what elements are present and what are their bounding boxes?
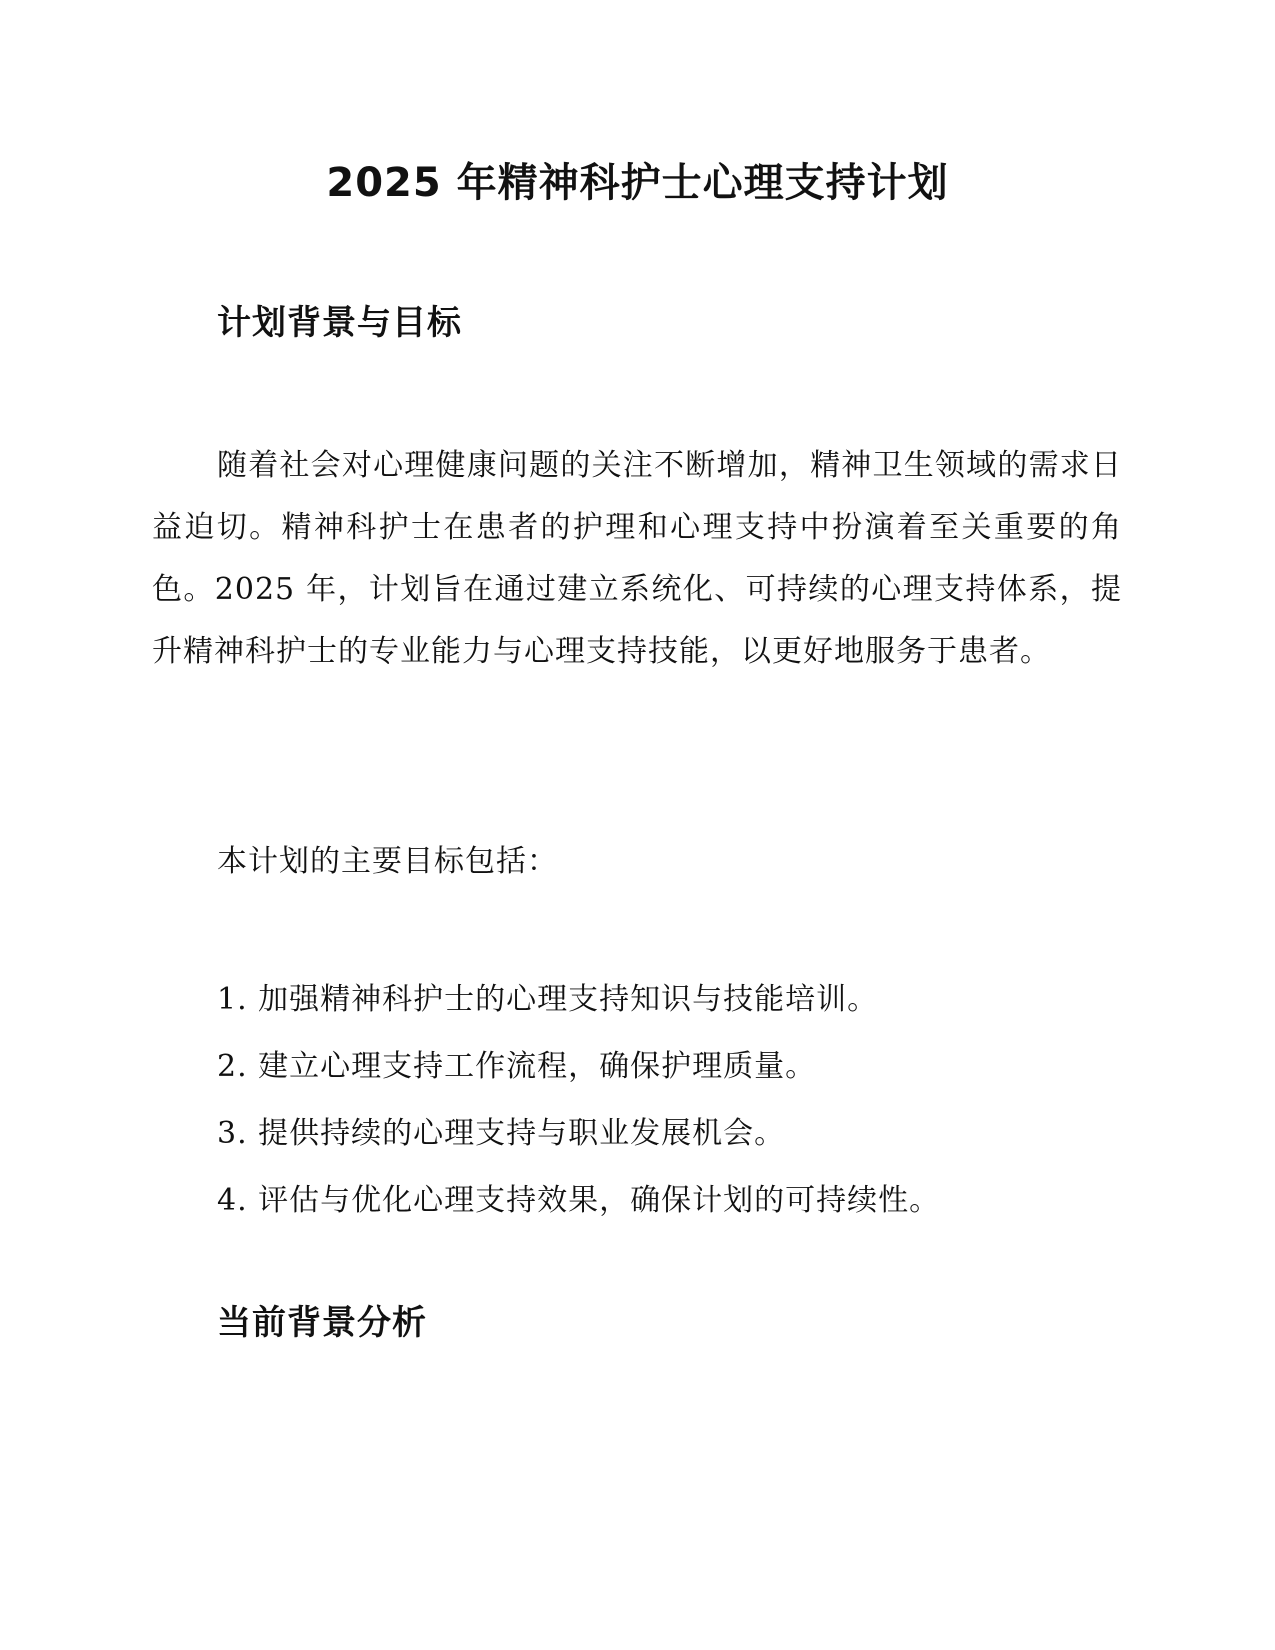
goals-intro: 本计划的主要目标包括：: [217, 844, 558, 879]
goal-item: 2. 建立心理支持工作流程，确保护理质量。: [217, 1049, 817, 1084]
document-title: 2025 年精神科护士心理支持计划: [326, 160, 949, 206]
goal-item: 3. 提供持续的心理支持与职业发展机会。: [217, 1116, 786, 1151]
goal-item: 1. 加强精神科护士的心理支持知识与技能培训。: [217, 982, 879, 1017]
section-heading-background-goals: 计划背景与目标: [217, 303, 462, 343]
section-heading-current-analysis: 当前背景分析: [217, 1303, 427, 1343]
background-paragraph: 随着社会对心理健康问题的关注不断增加，精神卫生领域的需求日益迫切。精神科护士在患者的护理和心理支持中扮演着至关重要的角色。2025 年，计划旨在通过建立系统化、可持续的心理支持体系，提升精神科护士的专业能力与心理支持技能，以更好地服务于患者。: [152, 448, 1122, 669]
goal-item: 4. 评估与优化心理支持效果，确保计划的可持续性。: [217, 1183, 941, 1218]
